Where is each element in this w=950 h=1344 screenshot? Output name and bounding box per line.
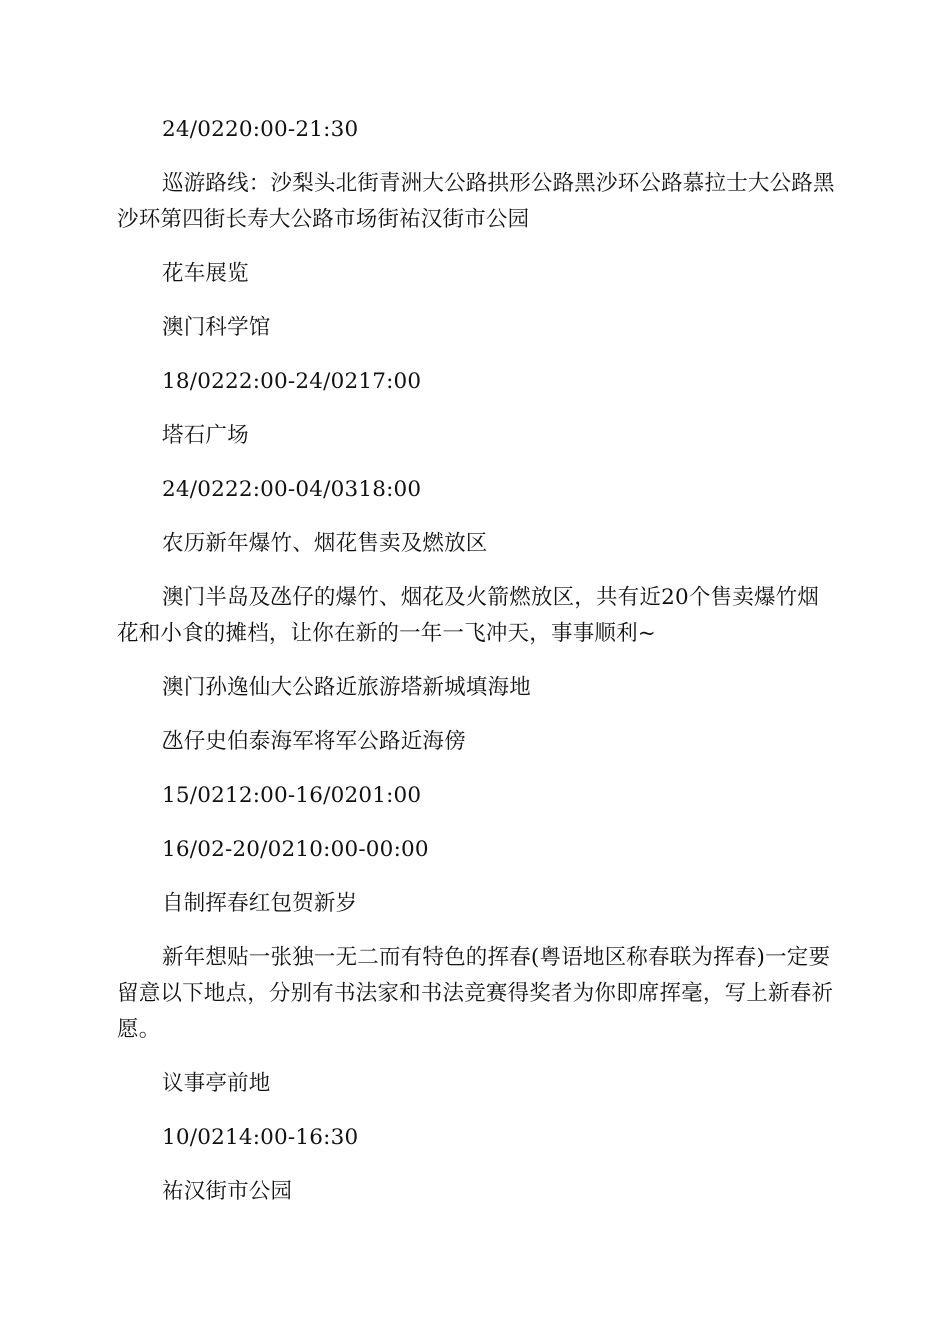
venue-taipa-waterfront: 氹仔史伯泰海军将军公路近海傍 [162, 729, 466, 754]
venue-science-center: 澳门科学馆 [162, 315, 271, 340]
venue-senado-square: 议事亭前地 [162, 1071, 271, 1096]
senado-square-time: 10/0214:00-16:30 [162, 1125, 359, 1150]
science-center-time: 18/0222:00-24/0217:00 [162, 369, 422, 394]
venue-iao-hon-park: 祐汉街市公园 [162, 1179, 293, 1204]
firecracker-description: 澳门半岛及氹仔的爆竹、烟花及火箭燃放区，共有近20个售卖爆竹烟花和小食的摊档，让你在新的一年一飞冲天，事事顺利~ [117, 585, 820, 646]
firecracker-heading: 农历新年爆竹、烟花售卖及燃放区 [162, 531, 488, 556]
venue-tap-seac-square: 塔石广场 [162, 423, 249, 448]
parade-time: 24/0220:00-21:30 [162, 117, 359, 142]
firecracker-time-2: 16/02-20/0210:00-00:00 [162, 837, 429, 862]
parade-route: 巡游路线：沙梨头北街青洲大公路拱形公路黑沙环公路慕拉士大公路黑沙环第四街长寿大公路市场街祐汉街市公园 [117, 171, 835, 232]
calligraphy-description: 新年想贴一张独一无二而有特色的挥春(粤语地区称春联为挥春)一定要留意以下地点，分别有书法家和书法竞赛得奖者为你即席挥毫，写上新春祈愿。 [117, 945, 834, 1042]
tap-seac-time: 24/0222:00-04/0318:00 [162, 477, 422, 502]
float-exhibition-heading: 花车展览 [162, 261, 249, 286]
firecracker-time-1: 15/0212:00-16/0201:00 [162, 783, 422, 808]
venue-sun-yat-sen: 澳门孙逸仙大公路近旅游塔新城填海地 [162, 675, 531, 700]
calligraphy-heading: 自制挥春红包贺新岁 [162, 891, 358, 916]
